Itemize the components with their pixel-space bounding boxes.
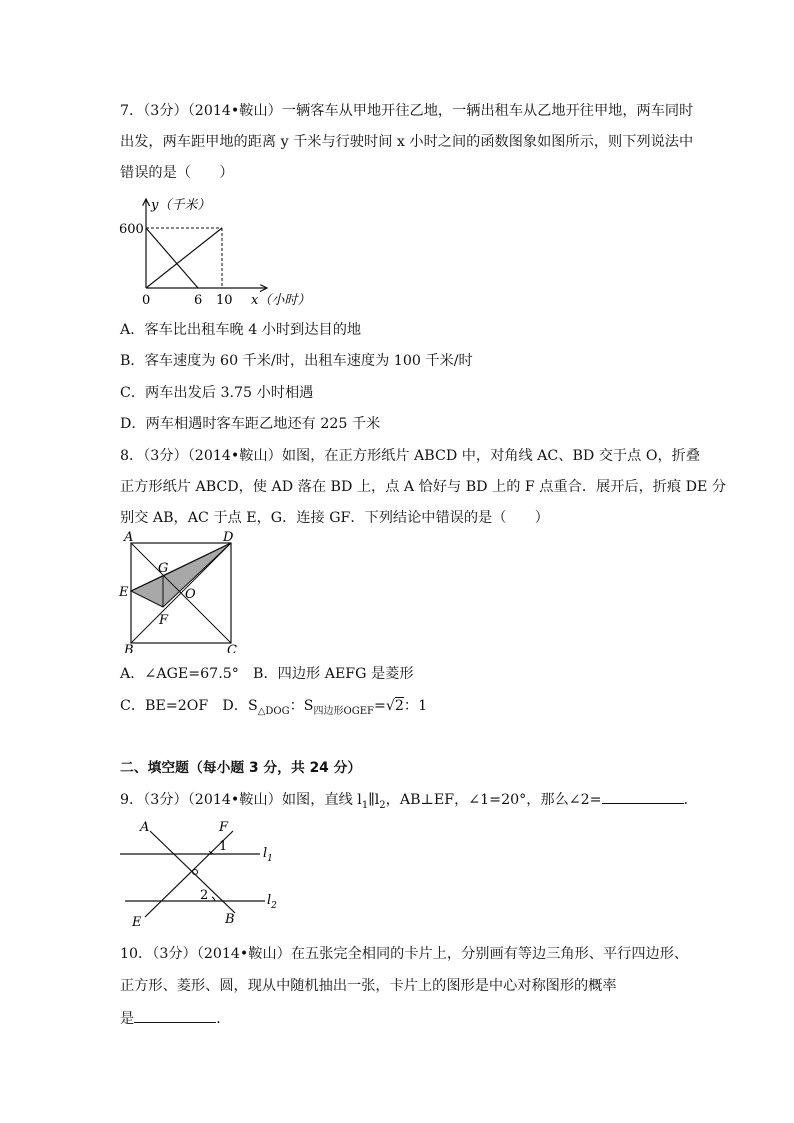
label-l1: $l_1$ [263,846,273,864]
q10-line-1: 10．（3分）（2014•鞍山）在五张完全相同的卡片上，分别画有等边三角形、平行四边形、 [120,946,689,962]
label-e: E [119,585,129,600]
q10-answer-blank[interactable] [134,1008,216,1023]
label-e: E [132,915,142,930]
x-tick-10: 10 [216,293,233,308]
label-1: 1 [219,839,228,854]
q9-answer-blank[interactable] [602,789,684,804]
q7-option-b: B．客车速度为 60 千米/时，出租车速度为 100 千米/时 [120,353,473,369]
label-a: A [124,530,134,545]
sqrt-sign: √ [385,698,395,714]
q7-line-2: 出发，两车距甲地的距离 y 千米与行驶时间 x 小时之间的函数图象如图所示，则下列说法中 [120,134,694,150]
x-tick-0: 0 [142,293,151,308]
q8-options-ab: A．∠AGE=67.5° B．四边形 AEFG 是菱形 [120,666,414,682]
q7-option-d: D．两车相遇时客车距乙地还有 225 千米 [120,416,381,432]
q10-line-2: 正方形、菱形、圆，现从中随机抽出一张，卡片上的图形是中心对称图形的概率 [120,978,617,994]
x-axis-label: x（小时） [251,293,311,308]
x-tick-6: 6 [194,293,203,308]
q7-option-a: A．客车比出租车晚 4 小时到达目的地 [120,322,362,338]
q8-line-1: 8．（3分）（2014•鞍山）如图，在正方形纸片 ABCD 中，对角线 AC、BD 交于点 O，折叠 [120,448,701,464]
q8-square-figure [115,528,245,653]
label-b: B [124,643,134,653]
taxi-line [146,228,198,288]
q7-function-graph [115,193,335,313]
label-l2: $l_2$ [267,893,277,911]
label-d: D [223,530,234,545]
q8-line-3: 别交 AB，AC 于点 E，G．连接 GF．下列结论中错误的是（ ） [120,510,549,526]
bus-line [146,228,222,288]
label-f: F [159,613,169,628]
shaded-fold-region [131,543,231,607]
label-c: C [227,643,237,653]
q9-line: 9．（3分）（2014•鞍山）如图，直线 $l_1\parallel l_2$，AB⊥EF，∠1=20°，那么∠2= ． [120,789,698,816]
q7-line-1: 7．（3分）（2014•鞍山）一辆客车从甲地开往乙地，一辆出租车从乙地开往甲地，两车同时 [120,103,694,119]
q8-line-2: 正方形纸片 ABCD，使 AD 落在 BD 上，点 A 恰好与 BD 上的 F 点重合．展开后，折痕 DE 分 [120,479,727,495]
q7-line-3: 错误的是（ ） [120,165,234,181]
q8-options-cd: C．BE=2OF D．$S_{\triangle DOG}$：$S_{四边形OGEF}=√2$：1 [120,698,428,717]
label-a: A [140,820,150,835]
q9-parallel-lines-figure [115,815,295,930]
label-g: G [158,561,169,576]
y-tick-600: 600 [119,222,144,237]
q10-line-3: 是 ． [120,1008,230,1029]
y-axis-label: y（千米） [151,198,211,213]
label-f: F [219,820,229,835]
label-o: O [185,587,196,602]
label-b: B [225,912,235,927]
q7-option-c: C．两车出发后 3.75 小时相遇 [120,385,314,401]
section-2-heading: 二、填空题（每小题 3 分，共 24 分） [120,760,362,776]
label-2: 2 [200,888,209,903]
